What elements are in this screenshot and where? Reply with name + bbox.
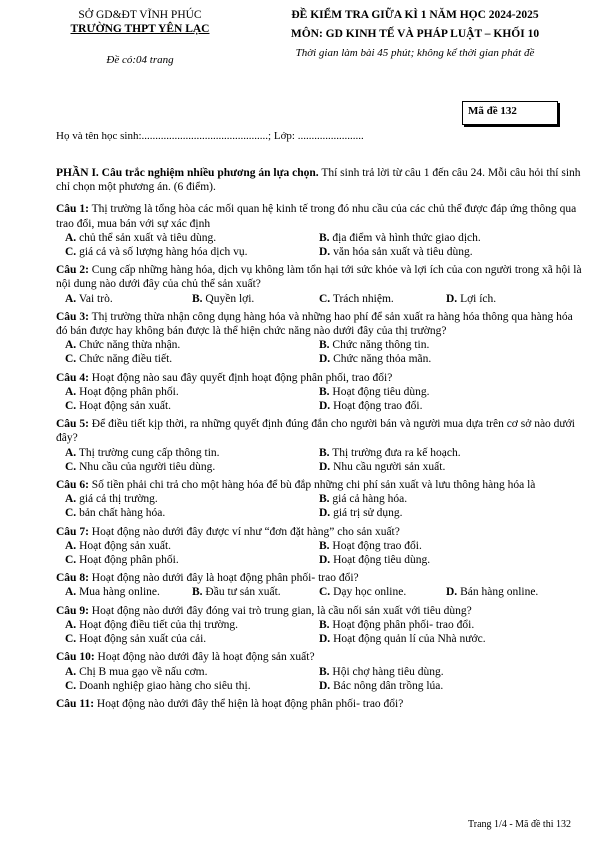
question-stem: [56, 202, 582, 230]
answer-options: [56, 585, 582, 599]
question-stem: [56, 604, 582, 618]
question-item: [56, 417, 582, 474]
answer-option: [192, 585, 319, 599]
student-info-line: Họ và tên học sinh:..............................................; Lớp: ........................: [56, 130, 364, 142]
option-letter: A.: [65, 446, 77, 459]
option-text: Hoạt động quản lí của Nhà nước.: [330, 633, 486, 646]
option-text: Hội chợ hàng tiêu dùng.: [329, 665, 444, 678]
answer-option: [446, 585, 573, 599]
answer-option: [319, 338, 573, 352]
option-letter: B.: [319, 665, 330, 678]
option-letter: D.: [319, 554, 331, 567]
option-letter: A.: [65, 292, 77, 305]
question-item: [56, 604, 582, 647]
option-letter: C.: [65, 633, 77, 646]
option-text: Hoạt động tiêu dùng.: [329, 385, 430, 398]
option-text: Hoạt động phân phối.: [76, 385, 179, 398]
answer-option: [319, 665, 573, 679]
question-number: Câu 3:: [56, 310, 89, 323]
option-letter: A.: [65, 586, 77, 599]
question-text: Để điều tiết kịp thời, ra những quyết định đúng đắn cho người bán và người mua dựa trên cơ sở nào dưới đây?: [56, 418, 575, 445]
department-name: SỞ GD&ĐT VĨNH PHÚC: [78, 9, 202, 21]
question-number: Câu 5:: [56, 418, 89, 431]
option-letter: B.: [192, 586, 203, 599]
option-letter: A.: [65, 231, 77, 244]
question-item: [56, 310, 582, 367]
option-text: Thị trường đưa ra kế hoạch.: [329, 446, 461, 459]
option-text: Vai trò.: [76, 292, 113, 305]
answer-option: [65, 553, 319, 567]
option-text: Quyền lợi.: [202, 292, 255, 305]
option-letter: A.: [65, 339, 77, 352]
question-number: Câu 7:: [56, 525, 89, 538]
question-number: Câu 8:: [56, 572, 89, 585]
answer-options: [56, 492, 582, 520]
answer-options: [56, 539, 582, 567]
answer-option: [65, 292, 192, 306]
question-number: Câu 4:: [56, 371, 89, 384]
question-stem: [56, 650, 582, 664]
answer-option: [319, 585, 446, 599]
answer-option: [65, 632, 319, 646]
exam-content: [56, 166, 582, 711]
option-text: Chức năng thông tin.: [329, 339, 430, 352]
question-stem: [56, 371, 582, 385]
time-note: Thời gian làm bài 45 phút; không kể thời gian phát đề: [295, 47, 535, 59]
answer-options: [56, 618, 582, 646]
school-name: TRƯỜNG THPT YÊN LẠC: [70, 23, 210, 35]
answer-option: [319, 385, 573, 399]
answer-option: [65, 460, 319, 474]
option-text: địa điểm và hình thức giao dịch.: [329, 231, 481, 244]
option-letter: A.: [65, 493, 77, 506]
question-text: Cung cấp những hàng hóa, dịch vụ không làm tổn hại tới sức khỏe và lợi ích của con người trong xã hội là nội dung nào dưới đây của chủ thể sản xuất?: [56, 264, 582, 291]
option-text: Hoạt động điều tiết của thị trường.: [76, 618, 238, 631]
option-letter: D.: [319, 400, 331, 413]
option-text: Trách nhiệm.: [330, 292, 394, 305]
option-text: Doanh nghiệp giao hàng cho siêu thị.: [76, 679, 251, 692]
option-text: giá cả thị trường.: [76, 493, 158, 506]
question-number: Câu 11:: [56, 697, 95, 710]
answer-option: [65, 352, 319, 366]
option-text: Nhu cầu của người tiêu dùng.: [76, 460, 216, 473]
answer-option: [65, 585, 192, 599]
subject-title: MÔN: GD KINH TẾ VÀ PHÁP LUẬT – KHỐI 10: [290, 28, 540, 40]
page-count: Đề có:04 trang: [106, 54, 174, 66]
question-list: [56, 202, 582, 711]
option-letter: B.: [319, 385, 330, 398]
answer-option: [319, 399, 573, 413]
option-letter: C.: [65, 460, 77, 473]
option-letter: A.: [65, 665, 77, 678]
question-item: [56, 525, 582, 568]
option-letter: C.: [65, 353, 77, 366]
question-text: Hoạt động nào dưới đây là hoạt động sản xuất?: [94, 651, 315, 664]
option-text: Hoạt động phân phối- trao đổi.: [329, 618, 475, 631]
question-item: [56, 371, 582, 414]
option-text: Bác nông dân trồng lúa.: [330, 679, 444, 692]
option-letter: B.: [192, 292, 203, 305]
option-text: giá trị sử dụng.: [330, 507, 403, 520]
option-letter: A.: [65, 539, 77, 552]
question-stem: [56, 478, 582, 492]
answer-option: [65, 399, 319, 413]
question-number: Câu 2:: [56, 264, 89, 277]
option-letter: C.: [65, 246, 77, 259]
question-item: [56, 650, 582, 693]
option-text: Chức năng thỏa mãn.: [330, 353, 432, 366]
answer-option: [65, 679, 319, 693]
option-text: Hoạt động trao đổi.: [330, 400, 423, 413]
page-footer: Trang 1/4 - Mã đề thi 132: [468, 819, 571, 830]
option-text: văn hóa sản xuất và tiêu dùng.: [330, 246, 473, 259]
option-letter: D.: [446, 586, 458, 599]
answer-option: [65, 446, 319, 460]
question-item: [56, 263, 582, 306]
question-text: Hoạt động nào dưới đây đóng vai trò trung gian, là cầu nối sản xuất với tiêu dùng?: [88, 604, 472, 617]
option-letter: A.: [65, 385, 77, 398]
option-letter: C.: [65, 400, 77, 413]
answer-options: [56, 385, 582, 413]
answer-option: [65, 385, 319, 399]
answer-options: [56, 446, 582, 474]
option-text: Chức năng điều tiết.: [76, 353, 173, 366]
header-left: [40, 8, 240, 67]
option-text: Bán hàng online.: [457, 586, 539, 599]
option-letter: C.: [65, 679, 77, 692]
answer-option: [319, 492, 573, 506]
answer-option: [319, 231, 573, 245]
question-stem: [56, 417, 582, 445]
option-letter: B.: [319, 539, 330, 552]
answer-options: [56, 231, 582, 259]
option-letter: D.: [319, 633, 331, 646]
option-text: Thị trường cung cấp thông tin.: [76, 446, 220, 459]
answer-option: [65, 506, 319, 520]
answer-option: [319, 352, 573, 366]
option-text: Chức năng thừa nhận.: [76, 339, 181, 352]
option-letter: B.: [319, 339, 330, 352]
answer-option: [319, 618, 573, 632]
option-letter: B.: [319, 618, 330, 631]
option-text: Hoạt động trao đổi.: [329, 539, 422, 552]
answer-options: [56, 338, 582, 366]
exam-code-box: Mã đề 132: [462, 101, 558, 125]
answer-option: [192, 292, 319, 306]
option-letter: B.: [319, 446, 330, 459]
answer-option: [319, 245, 573, 259]
part1-title: PHẦN I. Câu trắc nghiệm nhiều phương án lựa chọn.: [56, 167, 319, 179]
answer-option: [65, 338, 319, 352]
question-text: Hoạt động nào dưới đây được ví như “đơn đặt hàng” cho sản xuất?: [88, 525, 400, 538]
answer-options: [56, 292, 582, 306]
option-text: Dạy học online.: [330, 586, 407, 599]
question-number: Câu 6:: [56, 479, 89, 492]
question-item: [56, 478, 582, 521]
question-stem: [56, 697, 582, 711]
answer-option: [319, 460, 573, 474]
option-letter: C.: [319, 292, 331, 305]
question-item: [56, 571, 582, 599]
option-letter: D.: [319, 353, 331, 366]
option-letter: C.: [319, 586, 331, 599]
option-text: Hoạt động sản xuất của cải.: [76, 633, 207, 646]
option-text: Đầu tư sản xuất.: [202, 586, 281, 599]
answer-option: [319, 553, 573, 567]
question-number: Câu 9:: [56, 604, 89, 617]
option-letter: D.: [319, 507, 331, 520]
answer-option: [65, 492, 319, 506]
option-text: Hoạt động sản xuất.: [76, 539, 172, 552]
option-letter: B.: [319, 231, 330, 244]
option-text: bản chất hàng hóa.: [76, 507, 166, 520]
answer-option: [319, 632, 573, 646]
question-item: [56, 202, 582, 259]
question-number: Câu 1:: [56, 203, 89, 216]
question-item: [56, 697, 582, 711]
question-stem: [56, 263, 582, 291]
option-letter: C.: [65, 554, 77, 567]
question-number: Câu 10:: [56, 651, 95, 664]
option-letter: D.: [319, 460, 331, 473]
answer-option: [65, 245, 319, 259]
exam-title: ĐỀ KIỂM TRA GIỮA KÌ 1 NĂM HỌC 2024-2025: [291, 9, 539, 21]
option-letter: B.: [319, 493, 330, 506]
part1-intro: [56, 166, 582, 194]
part1-text: Thí sinh trả lời từ câu 1 đến câu 24. Mỗi câu hỏi thí sinh chỉ chọn một phương án. (6 điểm).: [56, 167, 581, 194]
answer-option: [319, 539, 573, 553]
question-stem: [56, 310, 582, 338]
question-stem: [56, 525, 582, 539]
option-text: Hoạt động tiêu dùng.: [330, 554, 431, 567]
question-text: Hoạt động nào dưới đây là hoạt động phân phối- trao đổi?: [88, 572, 359, 585]
option-letter: D.: [446, 292, 458, 305]
question-text: Hoạt động nào dưới đây thể hiện là hoạt động phân phối- trao đổi?: [94, 697, 404, 710]
question-text: Thị trường là tổng hòa các mối quan hệ kinh tế trong đó nhu cầu của các chủ thể được đáp ứng thông qua trao đổi, mua bán với sự xác định: [56, 203, 577, 230]
question-stem: [56, 571, 582, 585]
option-text: Hoạt động phân phối.: [76, 554, 179, 567]
question-text: Số tiền phải chi trả cho một hàng hóa để bù đắp những chi phí sản xuất và lưu thông hàng hóa là: [88, 479, 536, 492]
answer-option: [65, 539, 319, 553]
answer-option: [65, 618, 319, 632]
option-letter: A.: [65, 618, 77, 631]
option-text: chủ thể sản xuất và tiêu dùng.: [76, 231, 217, 244]
option-letter: D.: [319, 679, 331, 692]
question-text: Thị trường thừa nhận công dụng hàng hóa và những hao phí để sản xuất ra hàng hóa thông qua hàng hóa đó bán được hay không bán được là thể hiện chức năng nào dưới đây của thị trường?: [56, 310, 573, 338]
option-letter: C.: [65, 507, 77, 520]
answer-option: [319, 292, 446, 306]
question-text: Hoạt động nào sau đây quyết định hoạt động phân phối, trao đổi?: [88, 371, 393, 384]
option-text: giá cả hàng hóa.: [329, 493, 408, 506]
option-letter: D.: [319, 246, 331, 259]
option-text: Mua hàng online.: [76, 586, 160, 599]
option-text: Chị B mua gạo về nấu cơm.: [76, 665, 208, 678]
answer-option: [319, 679, 573, 693]
answer-option: [65, 231, 319, 245]
option-text: giá cả và số lượng hàng hóa dịch vụ.: [76, 246, 248, 259]
option-text: Lợi ích.: [457, 292, 497, 305]
answer-option: [65, 665, 319, 679]
answer-option: [319, 446, 573, 460]
option-text: Hoạt động sản xuất.: [76, 400, 172, 413]
header-right: [240, 8, 590, 60]
answer-option: [319, 506, 573, 520]
option-text: Nhu cầu người sản xuất.: [330, 460, 446, 473]
answer-option: [446, 292, 573, 306]
answer-options: [56, 665, 582, 693]
